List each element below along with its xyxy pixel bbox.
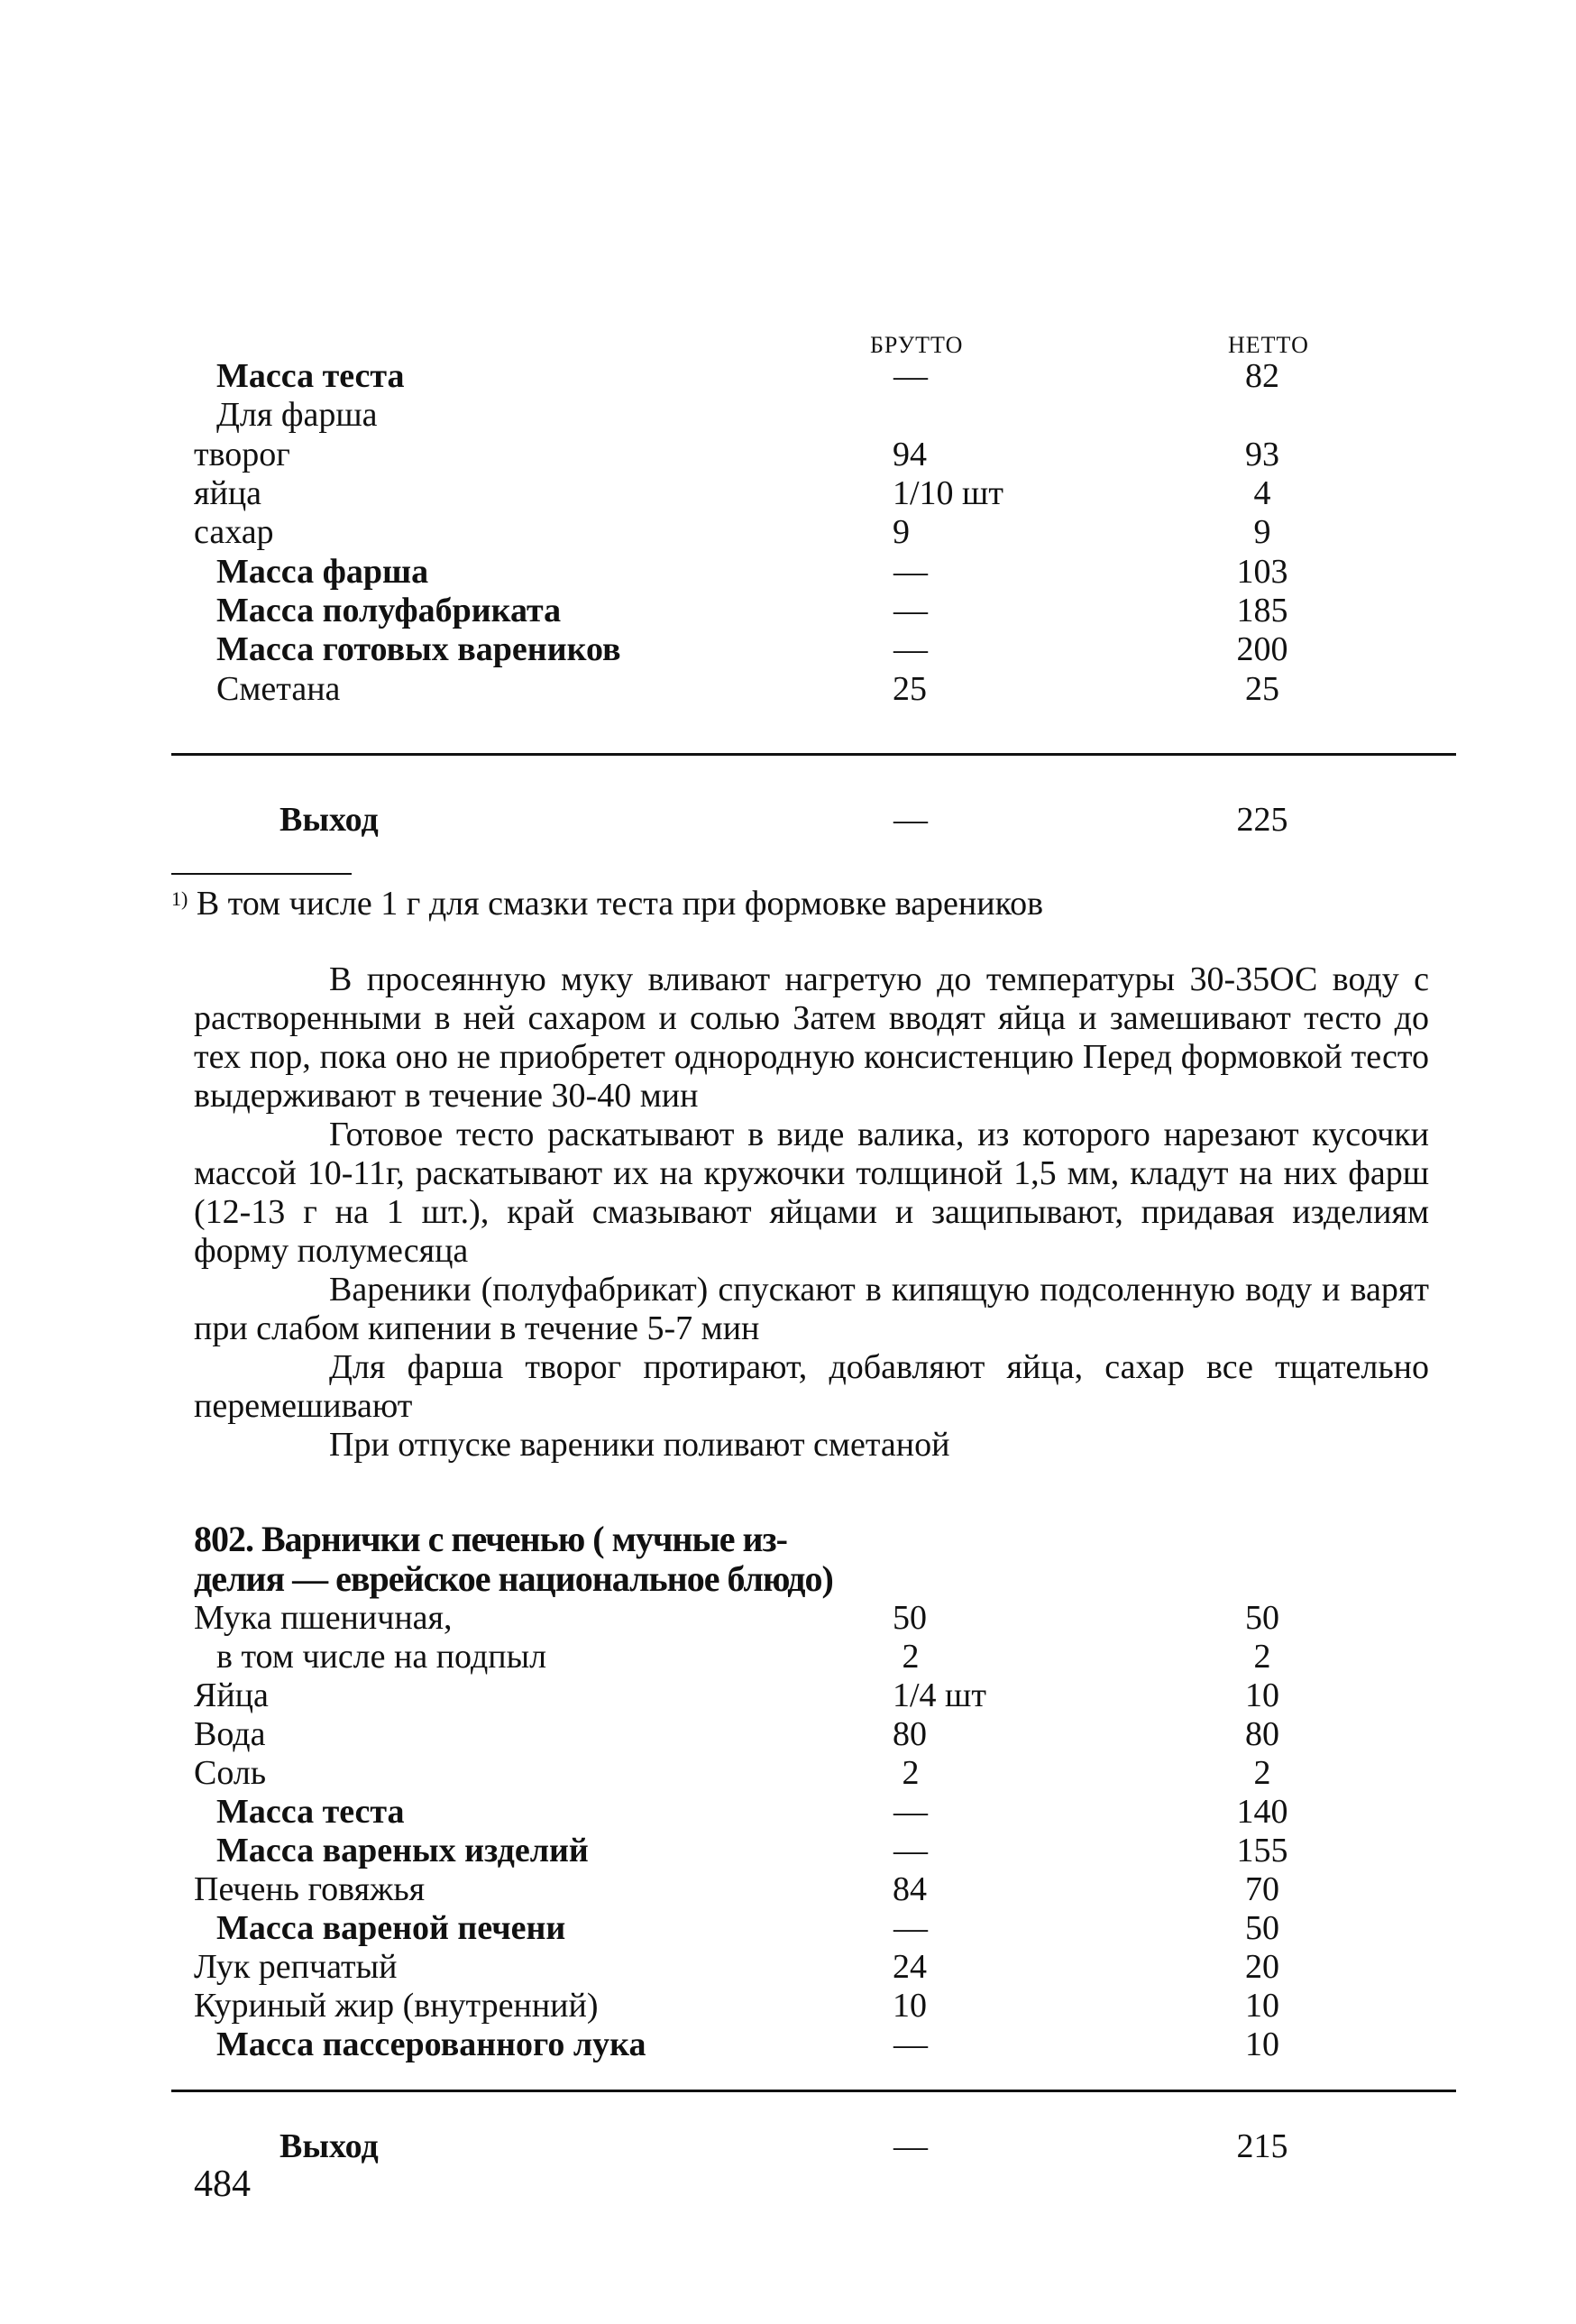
paragraph: Готовое тесто раскатывают в виде валика, из которого нарезают кусочки массой 10-11г, раскатывают их на кружочки толщиной 1,5 мм, кладут на них фарш (12-13 г на 1 шт.), край смазывают яйцами и защипывают, придавая изделиям форму полумесяца <box>194 1116 1429 1270</box>
row-label: Масса теста <box>216 1793 405 1831</box>
netto-value: 50 <box>1245 1599 1279 1637</box>
netto-value: 200 <box>1236 630 1288 668</box>
row-label: яйца <box>194 474 262 512</box>
brutto-value: 9 <box>893 513 910 551</box>
netto-value: 10 <box>1245 1987 1279 2025</box>
brutto-value: 25 <box>893 670 927 708</box>
row-label: Для фарша <box>216 396 378 434</box>
netto-value: 140 <box>1236 1793 1288 1831</box>
brutto-value: — <box>893 801 928 839</box>
row-label: Сметана <box>216 670 341 708</box>
header-brutto: БРУТТО <box>870 332 964 358</box>
paragraph: При отпуске вареники поливают сметаной <box>329 1426 950 1464</box>
row-label: Масса теста <box>216 357 405 395</box>
netto-value: 4 <box>1253 474 1271 512</box>
brutto-value: — <box>893 2025 928 2063</box>
row-label: Вода <box>194 1715 266 1753</box>
table-divider <box>171 2090 1456 2092</box>
row-label: Куриный жир (внутренний) <box>194 1987 599 2025</box>
paragraph: Для фарша творог протирают, добавляют яйца, сахар все тщательно перемешивают <box>194 1348 1429 1425</box>
row-label: Печень говяжья <box>194 1870 426 1908</box>
footnote <box>171 879 1043 923</box>
footnote-text: В том числе 1 г для смазки теста при формовке вареников <box>196 885 1044 923</box>
netto-value: 215 <box>1236 2127 1288 2165</box>
brutto-value: — <box>893 1832 928 1869</box>
brutto-value: 2 <box>902 1754 920 1792</box>
netto-value: 80 <box>1245 1715 1279 1753</box>
row-label: Масса полуфабриката <box>216 592 562 629</box>
row-label: Масса готовых вареников <box>216 630 621 668</box>
header-netto: НЕТТО <box>1228 332 1309 358</box>
netto-value: 82 <box>1245 357 1279 395</box>
brutto-value: 24 <box>893 1948 927 1986</box>
netto-value: 50 <box>1245 1909 1279 1947</box>
row-label: Масса вареных изделий <box>216 1832 589 1869</box>
netto-value: 103 <box>1236 553 1288 591</box>
netto-value: 70 <box>1245 1870 1279 1908</box>
row-label: Масса пассерованного лука <box>216 2025 646 2063</box>
recipe-title <box>194 1520 833 1599</box>
row-label: Мука пшеничная, <box>194 1599 453 1637</box>
netto-value: 225 <box>1236 801 1288 839</box>
brutto-value: — <box>893 553 928 591</box>
brutto-value: 94 <box>893 436 927 473</box>
row-label: Масса фарша <box>216 553 429 591</box>
instructions <box>194 960 1429 1465</box>
netto-value: 20 <box>1245 1948 1279 1986</box>
yield-label: Выход <box>279 801 379 839</box>
brutto-value: — <box>893 1909 928 1947</box>
netto-value: 25 <box>1245 670 1279 708</box>
row-label: творог <box>194 436 290 473</box>
row-label: Яйца <box>194 1676 269 1714</box>
brutto-value: 2 <box>902 1638 920 1676</box>
netto-value: 9 <box>1253 513 1271 551</box>
paragraph: Вареники (полуфабрикат) спускают в кипящую подсоленную воду и варят при слабом кипении в течение 5-7 мин <box>194 1271 1429 1347</box>
recipe-title-line: 802. Варнички с печенью ( мучные из- <box>194 1519 787 1559</box>
brutto-value: 10 <box>893 1987 927 2025</box>
brutto-value: — <box>893 1793 928 1831</box>
netto-value: 2 <box>1253 1754 1271 1792</box>
netto-value: 185 <box>1236 592 1288 629</box>
paragraph: В просеянную муку вливают нагретую до температуры 30-35ОС воду с растворенными в ней сахаром и солью Затем вводят яйца и замешивают тесто до тех пор, пока оно не приобретет однородную консистенцию Перед формовкой тесто выдерживают в течение 30-40 мин <box>194 960 1429 1115</box>
table-divider <box>171 753 1456 756</box>
brutto-value: 1/10 шт <box>893 474 1003 512</box>
netto-value: 10 <box>1245 1676 1279 1714</box>
brutto-value: — <box>893 630 928 668</box>
brutto-value: — <box>893 592 928 629</box>
row-label: Соль <box>194 1754 267 1792</box>
footnote-mark: 1) <box>171 887 188 910</box>
row-label: Масса вареной печени <box>216 1909 566 1947</box>
page-number: 484 <box>194 2163 251 2205</box>
brutto-value: 80 <box>893 1715 927 1753</box>
netto-value: 10 <box>1245 2025 1279 2063</box>
row-label: Лук репчатый <box>194 1948 398 1986</box>
brutto-value: 50 <box>893 1599 927 1637</box>
row-label: сахар <box>194 513 274 551</box>
netto-value: 2 <box>1253 1638 1271 1676</box>
recipe-title-line: делия — еврейское национальное блюдо) <box>194 1558 833 1599</box>
footnote-rule <box>171 873 352 875</box>
brutto-value: 84 <box>893 1870 927 1908</box>
netto-value: 155 <box>1236 1832 1288 1869</box>
brutto-value: — <box>893 357 928 395</box>
brutto-value: 1/4 шт <box>893 1676 986 1714</box>
yield-label: Выход <box>279 2127 379 2165</box>
row-label: в том числе на подпыл <box>216 1638 547 1676</box>
netto-value: 93 <box>1245 436 1279 473</box>
brutto-value: — <box>893 2127 928 2165</box>
